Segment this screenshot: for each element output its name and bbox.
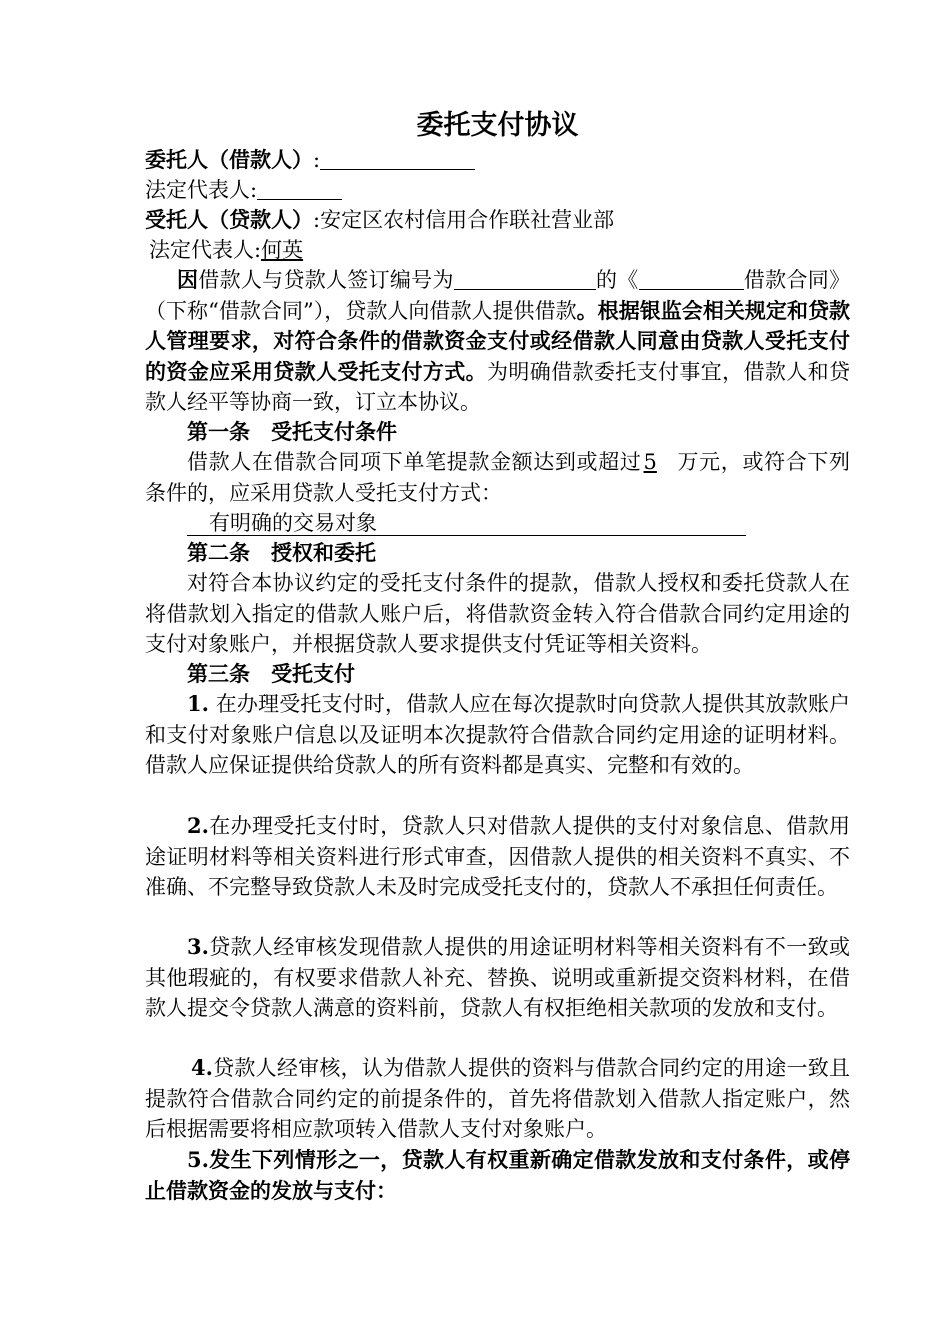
preamble-text-3: 借款合同》（下称“借款合同”），贷款人向借款人提供借款	[145, 268, 851, 323]
preamble-because: 因	[177, 267, 199, 292]
article1-text-2: 万元，或符合下列条件的，应采用贷款人受托支付方式：	[145, 450, 851, 505]
contract-number-blank[interactable]	[454, 269, 596, 290]
item-text: 在办理受托支付时，借款人应在每次提款时向贷款人提供其放款账户和支付对象账户信息以及证明本次提款符合借款合同约定用途的证明材料。借款人应保证提供给贷款人的所有资料都是真实、完整和有效的。	[145, 692, 850, 777]
preamble-bold-clause: 。根据银监会相关规定和贷款人管理要求，对符合条件的借款资金支付或经借款人同意由贷款人受托支付的资金应采用贷款人受托支付方式。	[145, 297, 850, 384]
article3-item-1	[145, 689, 850, 781]
item-number: 4.	[191, 1055, 213, 1080]
item-number: 3.	[187, 934, 209, 959]
article1-condition-line	[187, 508, 746, 536]
preamble-text-1: 借款人与贷款人签订编号为	[198, 268, 454, 292]
principal-legal-rep-label: 法定代表人:	[145, 178, 258, 202]
article3-item-3	[145, 932, 850, 1024]
principal-line	[145, 145, 475, 175]
item-number: 2.	[187, 813, 209, 838]
item-text: 贷款人经审核，认为借款人提供的资料与借款合同约定的用途一致且提款符合借款合同约定的前提条件的，首先将借款划入借款人指定账户，然后根据需要将相应款项转入借款人支付对象账户。	[145, 1056, 850, 1141]
principal-legal-rep-line	[145, 175, 342, 205]
article1-condition: 有明确的交易对象	[209, 511, 377, 535]
item-text: 在办理受托支付时，贷款人只对借款人提供的支付对象信息、借款用途证明材料等相关资料进行形式审查，因借款人提供的相关资料不真实、不准确、不完整导致贷款人未及时完成受托支付的，贷款人不承担任何责任。	[145, 814, 850, 899]
preamble-text-2: 的《	[595, 268, 639, 292]
agent-line	[145, 205, 614, 235]
preamble-paragraph	[145, 265, 850, 418]
principal-label: 委托人（借款人）	[145, 147, 313, 172]
contract-name-blank[interactable]	[639, 269, 744, 290]
article3-item-5	[145, 1145, 850, 1206]
article3-item-4	[145, 1053, 850, 1145]
agent-legal-rep-value: 何英	[261, 238, 304, 262]
item-number: 1.	[187, 691, 209, 716]
agent-legal-rep-line	[149, 235, 325, 265]
principal-colon: :	[313, 148, 321, 172]
item-number: 5.	[187, 1147, 209, 1172]
article1-paragraph	[145, 447, 850, 508]
item-text: 发生下列情形之一，贷款人有权重新确定借款发放和支付条件，或停止借款资金的发放与支付：	[145, 1147, 850, 1203]
article2-heading: 第二条 授权和委托	[187, 540, 376, 565]
item-text: 贷款人经审核发现借款人提供的用途证明材料等相关资料有不一致或其他瑕疵的，有权要求借款人补充、替换、说明或重新提交资料材料，在借款人提交令贷款人满意的资料前，贷款人有权拒绝相关款项的发放和支付。	[145, 935, 850, 1020]
article3-heading: 第三条 受托支付	[187, 661, 355, 686]
article1-heading: 第一条 受托支付条件	[187, 419, 397, 444]
principal-blank[interactable]	[320, 149, 475, 170]
article1-amount: 5	[643, 450, 657, 474]
article1-text-1: 借款人在借款合同项下单笔提款金额达到或超过	[187, 450, 642, 474]
article3-item-2	[145, 811, 850, 903]
agent-legal-rep-label: 法定代表人:	[149, 238, 262, 262]
agent-name: :安定区农村信用合作联社营业部	[313, 208, 615, 232]
agent-label: 受托人（贷款人）	[145, 207, 313, 232]
article2-paragraph: 对符合本协议约定的受托支付条件的提款，借款人授权和委托贷款人在将借款划入指定的借款人账户后，将借款资金转入符合借款合同约定用途的支付对象账户，并根据贷款人要求提供支付凭证等相关资料。	[145, 571, 850, 656]
principal-legal-rep-blank[interactable]	[257, 179, 342, 200]
preamble-text-4: 为明确借款委托支付事宜，借款人和贷款人经平等协商一致，订立本协议。	[145, 359, 850, 414]
document-title: 委托支付协议	[416, 110, 579, 141]
